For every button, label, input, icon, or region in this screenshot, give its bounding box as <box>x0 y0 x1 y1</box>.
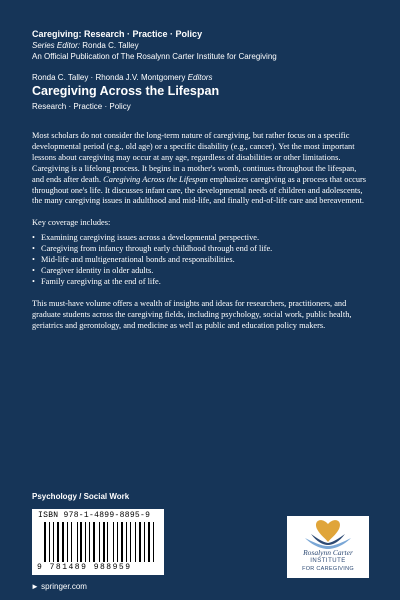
barcode-bar <box>53 522 54 562</box>
barcode-number: 9 781489 988959 <box>37 563 132 572</box>
barcode-bar <box>71 522 72 562</box>
barcode-bar <box>68 522 70 562</box>
logo-institute: INSTITUTE <box>310 558 346 564</box>
barcode-bar <box>62 522 64 562</box>
list-item-text: Examining caregiving issues across a developmental perspective. <box>41 233 260 243</box>
barcode-bar <box>124 522 125 562</box>
list-item <box>32 255 370 266</box>
barcode-bar <box>91 522 92 562</box>
book-subtitle: Research · Practice · Policy <box>32 102 131 111</box>
barcode-bar <box>106 522 107 562</box>
barcode-bar <box>128 522 129 562</box>
key-coverage-heading: Key coverage includes: <box>32 218 111 228</box>
website-link: ► springer.com <box>31 582 87 591</box>
barcode-bar <box>50 522 52 562</box>
list-item <box>32 277 370 288</box>
barcode-bar <box>44 522 46 562</box>
list-item <box>32 233 370 244</box>
barcode-bar <box>142 522 144 562</box>
series-editor-name: Ronda C. Talley <box>82 41 139 50</box>
barcode-bars <box>44 522 156 562</box>
barcode-bar <box>93 522 96 562</box>
barcode-bar <box>130 522 131 562</box>
list-item-text: Family caregiving at the end of life. <box>41 276 161 286</box>
description <box>32 131 370 332</box>
barcode-bar <box>139 522 141 562</box>
barcode-bar <box>126 522 128 562</box>
isbn-text: ISBN 978-1-4899-8895-9 <box>38 511 151 520</box>
book-title: Caregiving Across the Lifespan <box>32 84 220 98</box>
barcode-bar <box>73 522 76 562</box>
barcode-bar <box>87 522 88 562</box>
barcode-bar <box>65 522 66 562</box>
list-item-text: Caregiving from infancy through early childhood through end of life. <box>41 244 273 254</box>
p1-book-title: Caregiving Across the Lifespan <box>103 174 208 184</box>
p1-part-b: emphasizes caregiving as a process that occurs throughout one's life. It discusses infant care, the developmental needs of children and adolescents, the many caregiving issues in adulthood and mid-life, and finally end-of-life care and bereavement. <box>32 174 367 206</box>
heart-hands-icon <box>287 516 369 550</box>
barcode-bar <box>119 522 120 562</box>
barcode-bar <box>55 522 56 562</box>
barcode-bar <box>121 522 123 562</box>
official-publication: An Official Publication of The Rosalynn Carter Institute for Caregiving <box>32 52 277 61</box>
barcode-bar <box>47 522 48 562</box>
barcode-bar <box>137 522 138 562</box>
editors-names: Ronda C. Talley · Rhonda J.V. Montgomery <box>32 73 186 82</box>
barcode-bar <box>148 522 150 562</box>
category-label: Psychology / Social Work <box>32 492 130 501</box>
barcode <box>32 509 164 575</box>
p1-part-a: Most scholars do not consider the long-term nature of caregiving, but rather focus on a specific developmental period (e.g., old age) or a specific disability (e.g., cancer). Yet the most important lessons about caregiving may occur at any age, regardless of disabilities or other limitations. Caregiving is a lifelong process. It begins in a mother's womb, continues throughout the lifespan, and ends after death. <box>32 131 357 184</box>
barcode-bar <box>89 522 90 562</box>
barcode-bar <box>49 522 50 562</box>
barcode-bar <box>80 522 82 562</box>
barcode-bar <box>117 522 118 562</box>
barcode-bar <box>144 522 145 562</box>
barcode-bar <box>109 522 112 562</box>
barcode-bar <box>146 522 147 562</box>
barcode-bar <box>153 522 154 562</box>
bullet-icon: • <box>32 276 35 286</box>
key-coverage-list <box>32 233 370 288</box>
barcode-bar <box>77 522 78 562</box>
barcode-bar <box>113 522 114 562</box>
bullet-icon: • <box>32 265 35 275</box>
barcode-bar <box>99 522 100 562</box>
barcode-bar <box>103 522 105 562</box>
list-item <box>32 266 370 277</box>
barcode-bar <box>155 522 157 562</box>
barcode-bar <box>151 522 152 562</box>
list-item-text: Mid-life and multigenerational bonds and responsibilities. <box>41 255 235 265</box>
barcode-bar <box>115 522 117 562</box>
series-title: Caregiving: Research · Practice · Policy <box>32 29 203 39</box>
barcode-bar <box>67 522 68 562</box>
barcode-bar <box>96 522 98 562</box>
description-paragraph-3: This must-have volume offers a wealth of insights and ideas for researchers, practitioners, and graduate students across the caregiving fields, including psychology, social work, public health, geriatrics and gerontology, and medicine as well as public and education policy makers. <box>32 298 352 330</box>
series-editor-label: Series Editor: <box>32 41 81 50</box>
barcode-bar <box>60 522 61 562</box>
list-item <box>32 244 370 255</box>
barcode-bar <box>78 522 79 562</box>
list-item-text: Caregiver identity in older adults. <box>41 265 154 275</box>
header <box>32 28 372 113</box>
barcode-bar <box>101 522 102 562</box>
barcode-bar <box>83 522 84 562</box>
series-editor <box>32 40 372 51</box>
bullet-icon: • <box>32 233 35 243</box>
editors <box>32 72 372 83</box>
barcode-bar <box>57 522 60 562</box>
editors-label: Editors <box>187 73 213 82</box>
bullet-icon: • <box>32 244 35 254</box>
barcode-bar <box>135 522 136 562</box>
barcode-bar <box>107 522 108 562</box>
description-paragraph-1 <box>32 131 370 207</box>
barcode-bar <box>85 522 87 562</box>
bullet-icon: • <box>32 255 35 265</box>
logo-name: Rosalynn Carter <box>303 548 353 557</box>
logo-caregiving: FOR CAREGIVING <box>302 566 354 572</box>
barcode-bar <box>132 522 135 562</box>
rosalynn-carter-institute-logo <box>287 516 369 578</box>
